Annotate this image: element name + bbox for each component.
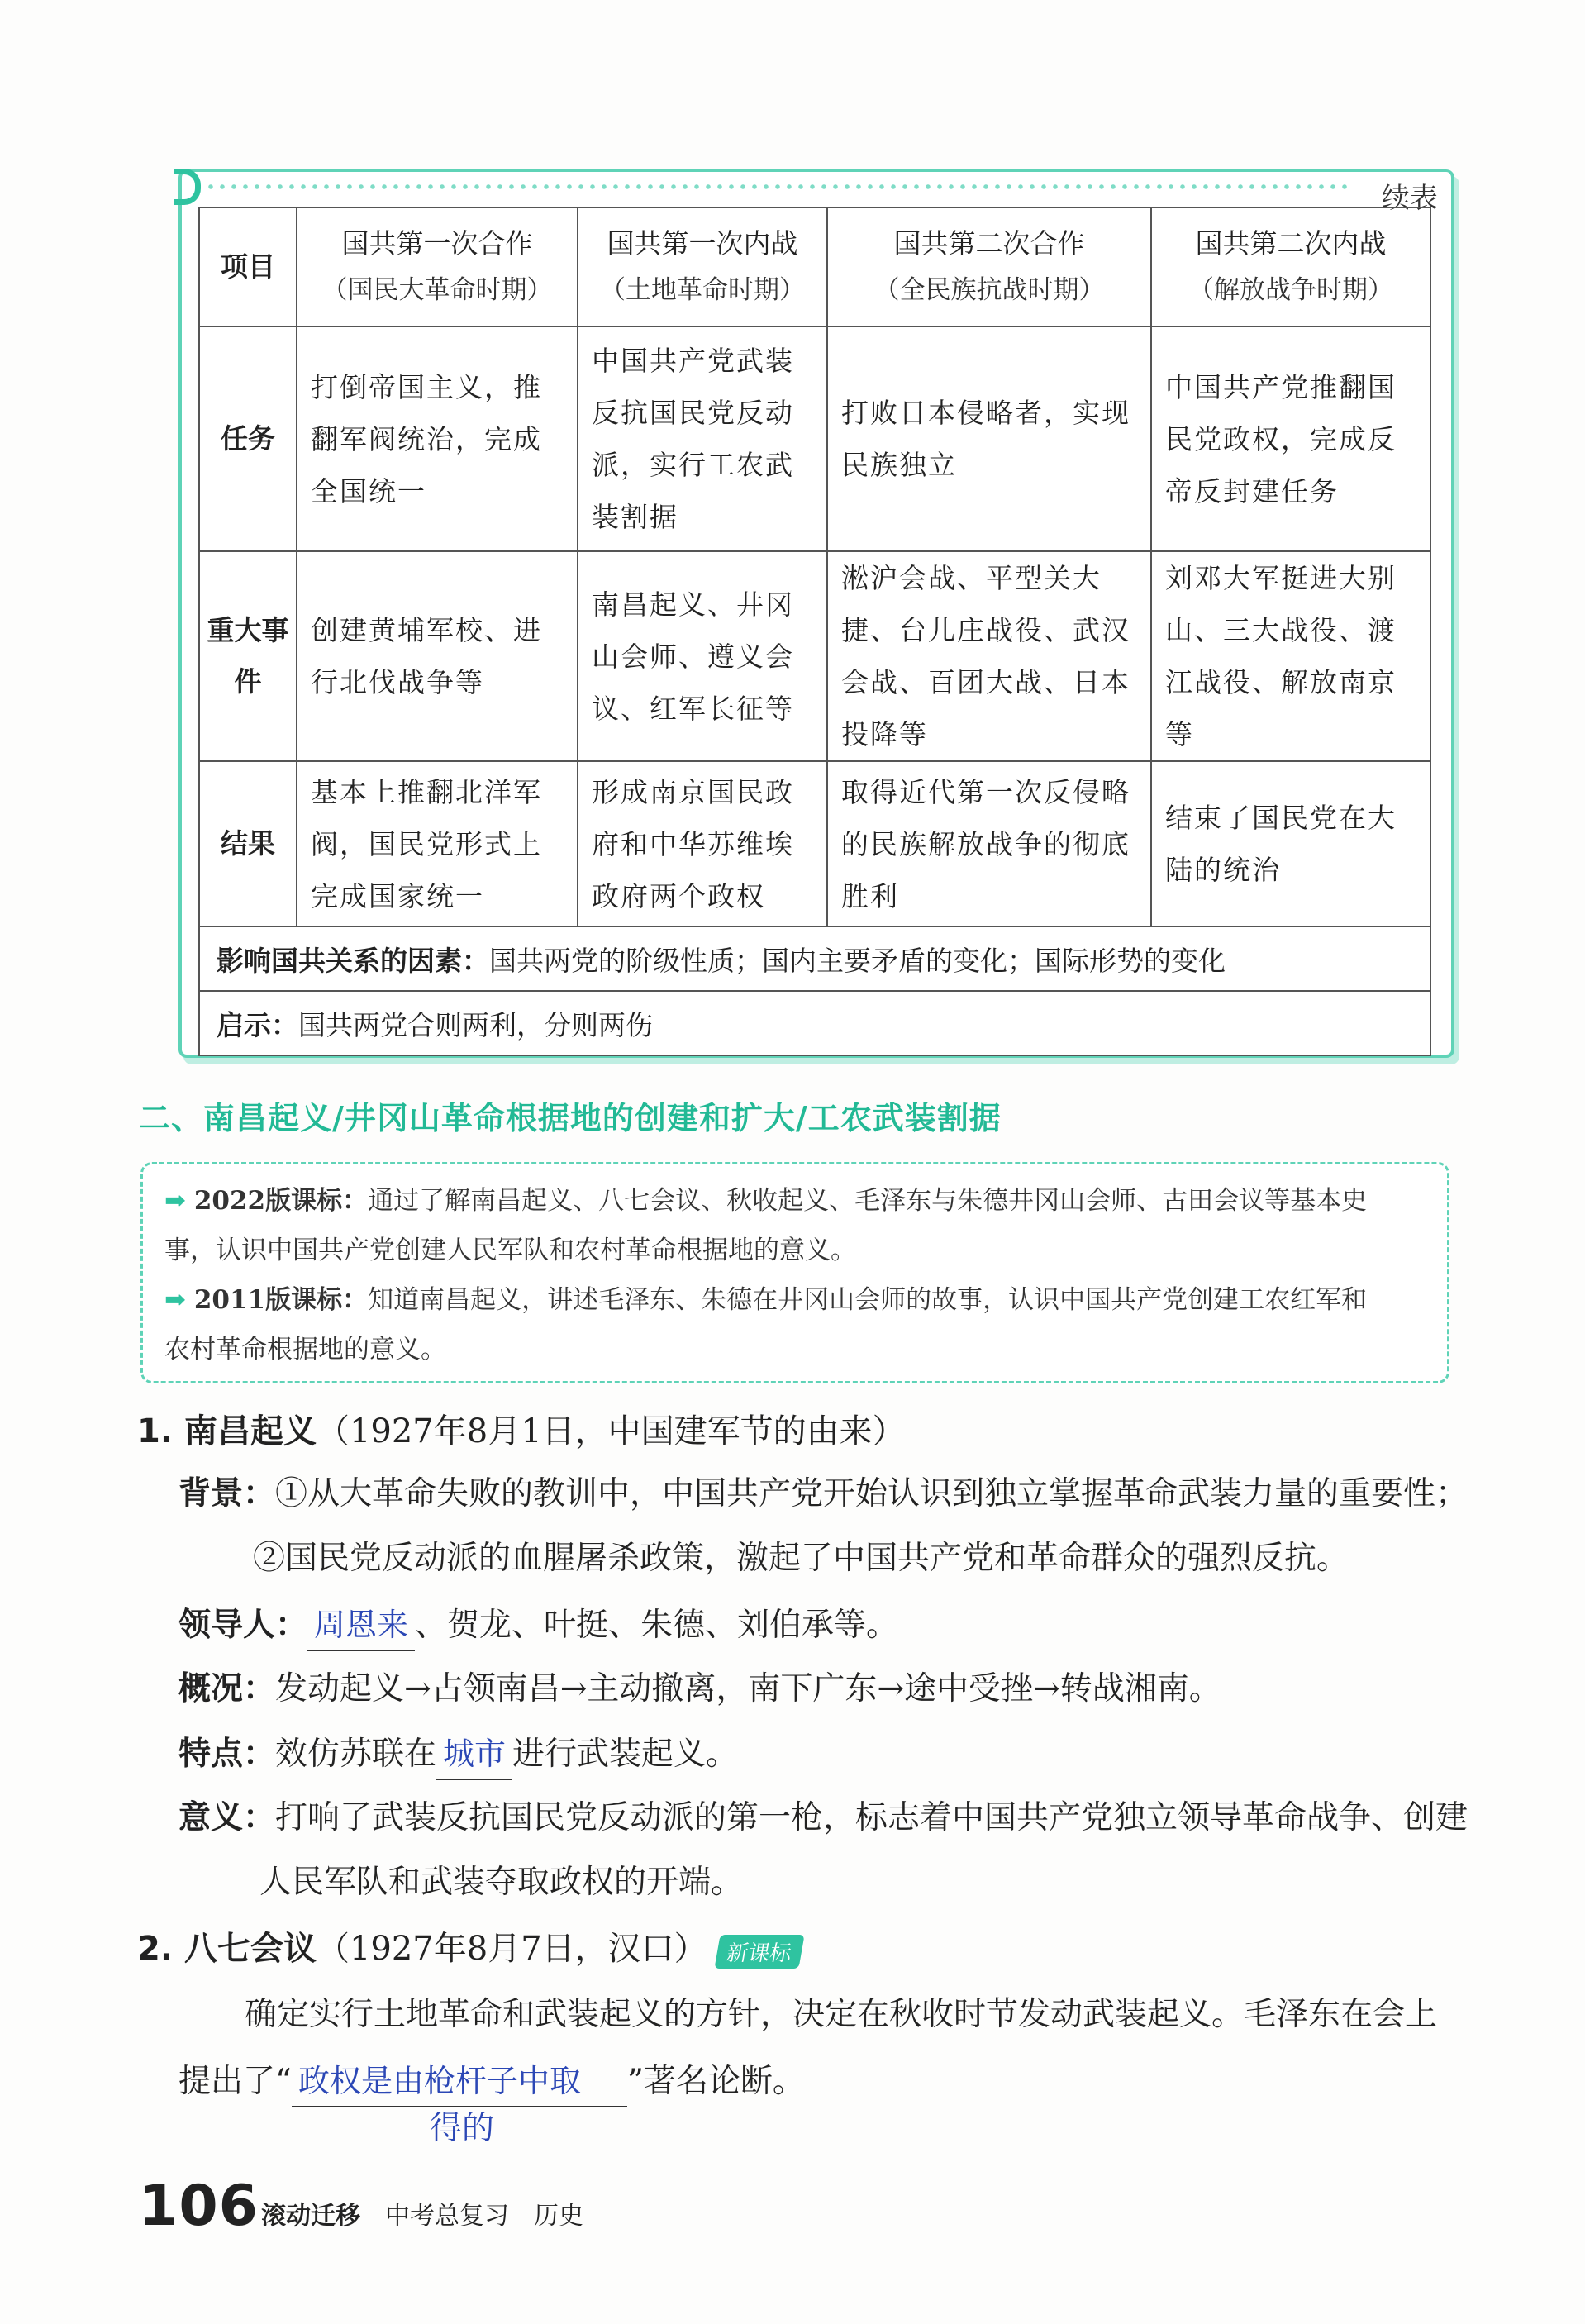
- leader-line: [178, 1600, 898, 1651]
- column-header: [1151, 207, 1430, 326]
- footer-brand: 滚动迁移: [261, 2202, 360, 2231]
- item-1-heading: [137, 1405, 906, 1452]
- row-header: 任务: [199, 326, 297, 551]
- table-cell: 取得近代第一次反侵略的民族解放战争的彻底胜利: [827, 761, 1151, 926]
- std-2011-label: 2011版课标：: [193, 1285, 369, 1315]
- std-2022-label: 2022版课标：: [193, 1186, 369, 1216]
- lesson-label: 启示：: [217, 1008, 298, 1041]
- row-header: 重大事件: [199, 551, 297, 761]
- feature-pre: 效仿苏联在: [275, 1736, 437, 1773]
- item-2-title: 2. 八七会议: [137, 1930, 317, 1968]
- corner-cell: 项目: [199, 207, 297, 326]
- overview-label: 概况：: [178, 1670, 276, 1707]
- continued-label: 续表: [1382, 182, 1438, 215]
- table-cell: 打倒帝国主义，推翻军阀统治，完成全国统一: [297, 326, 578, 551]
- column-subtitle: （土地革命时期）: [600, 275, 805, 305]
- feature-line: [178, 1729, 738, 1780]
- factors-row: [199, 926, 1430, 991]
- column-subtitle: （全民族抗战时期）: [873, 275, 1105, 305]
- column-title: 国共第一次合作: [341, 227, 533, 260]
- background-text-2: ②国民党反动派的血腥屠杀政策，激起了中国共产党和革命群众的强烈反抗。: [253, 1540, 1349, 1577]
- column-header: [297, 207, 578, 326]
- column-subtitle: （国民大革命时期）: [321, 275, 553, 305]
- leader-answer: 周恩来: [307, 1600, 415, 1651]
- column-header: [578, 207, 827, 326]
- overview-text: 发动起义→占领南昌→主动撤离，南下广东→途中受挫→转战湘南。: [275, 1670, 1221, 1707]
- feature-label: 特点：: [178, 1736, 276, 1773]
- item-2-heading: [137, 1922, 802, 1969]
- comparison-table: [198, 207, 1431, 1056]
- feature-post: 进行武装起义。: [512, 1736, 739, 1773]
- factors-text: 国共两党的阶级性质；国内主要矛盾的变化；国际形势的变化: [489, 944, 1226, 977]
- background-text-1: ①从大革命失败的教训中，中国共产党开始认识到独立掌握革命武装力量的重要性；: [275, 1475, 1468, 1512]
- table-row: [199, 326, 1430, 551]
- meaning-text-1: 打响了武装反抗国民党反动派的第一枪，标志着中国共产党独立领导革命战争、创建: [275, 1799, 1468, 1836]
- column-title: 国共第二次内战: [1195, 227, 1387, 260]
- factors-label: 影响国共关系的因素：: [217, 944, 489, 977]
- arrow-right-icon: ➡: [164, 1186, 186, 1216]
- table-cell: 南昌起义、井冈山会师、遵义会议、红军长征等: [578, 551, 827, 761]
- std-2022-text: 通过了解南昌起义、八七会议、秋收起义、毛泽东与朱德井冈山会师、古田会议等基本史: [368, 1186, 1368, 1216]
- meaning-line-1: [178, 1793, 1468, 1843]
- table-cell: 中国共产党推翻国民党政权，完成反帝反封建任务: [1151, 326, 1430, 551]
- item-2-note: （1927年8月7日，汉口）: [316, 1930, 707, 1968]
- slogan-answer-continued: 得的: [430, 2110, 495, 2147]
- leader-label: 领导人：: [178, 1607, 308, 1644]
- item-2-line-2: [178, 2056, 805, 2107]
- table-cell: 结束了国民党在大陆的统治: [1151, 761, 1430, 926]
- table-cell: 淞沪会战、平型关大捷、台儿庄战役、武汉会战、百团大战、日本投降等: [827, 551, 1151, 761]
- std-2022-line: [164, 1176, 1437, 1226]
- std-2011-line: [164, 1275, 1437, 1325]
- page-number: 106: [139, 2174, 259, 2239]
- table-row: [199, 551, 1430, 761]
- background-label: 背景：: [178, 1475, 276, 1512]
- arrow-right-icon: ➡: [164, 1285, 186, 1315]
- column-subtitle: （解放战争时期）: [1188, 275, 1393, 305]
- item-2-line-2-post: ”著名论断。: [626, 2063, 805, 2100]
- lesson-row: [199, 991, 1430, 1055]
- column-title: 国共第二次合作: [893, 227, 1085, 260]
- curriculum-standard-box: [140, 1162, 1449, 1383]
- lesson-cell: [199, 991, 1430, 1055]
- background-line-1: [178, 1469, 1468, 1519]
- meaning-label: 意义：: [178, 1799, 276, 1836]
- table-cell: 打败日本侵略者，实现民族独立: [827, 326, 1151, 551]
- slogan-answer: 政权是由枪杆子中取: [292, 2056, 627, 2107]
- std-2011-text: 知道南昌起义，讲述毛泽东、朱德在井冈山会师的故事，认识中国共产党创建工农红军和: [368, 1285, 1368, 1315]
- item-2-line-2-pre: 提出了“: [178, 2063, 292, 2100]
- table-row: [199, 761, 1430, 926]
- table-cell: 基本上推翻北洋军阀，国民党形式上完成国家统一: [297, 761, 578, 926]
- column-title: 国共第一次内战: [607, 227, 798, 260]
- item-1-note: （1927年8月1日，中国建军节的由来）: [316, 1412, 906, 1450]
- table-header-row: [199, 207, 1430, 326]
- table-cell: 创建黄埔军校、进行北伐战争等: [297, 551, 578, 761]
- lesson-text: 国共两党合则两利，分则两伤: [298, 1008, 653, 1041]
- new-standard-badge: 新课标: [715, 1935, 805, 1969]
- dotted-divider: [205, 183, 1354, 190]
- item-1-title: 1. 南昌起义: [137, 1412, 317, 1450]
- std-2022-line-2: 事，认识中国共产党创建人民军队和农村革命根据地的意义。: [164, 1236, 856, 1265]
- section-title: 二、南昌起义/井冈山革命根据地的创建和扩大/工农武装割据: [139, 1100, 1002, 1136]
- column-header: [827, 207, 1151, 326]
- feature-answer: 城市: [436, 1729, 512, 1780]
- table-cell: 形成南京国民政府和中华苏维埃政府两个政权: [578, 761, 827, 926]
- footer-subtitle: 中考总复习 历史: [385, 2202, 583, 2231]
- std-2011-line-2: 农村革命根据地的意义。: [164, 1335, 446, 1364]
- overview-line: [178, 1664, 1221, 1714]
- item-2-line-1: 确定实行土地革命和武装起义的方针，决定在秋收时节发动武装起义。毛泽东在会上: [245, 1996, 1438, 2033]
- factors-cell: [199, 926, 1430, 991]
- meaning-text-2: 人民军队和武装夺取政权的开端。: [259, 1864, 744, 1901]
- page-footer: [139, 2174, 583, 2239]
- table-cell: 刘邓大军挺进大别山、三大战役、渡江战役、解放南京等: [1151, 551, 1430, 761]
- table-cell: 中国共产党武装反抗国民党反动派，实行工农武装割据: [578, 326, 827, 551]
- row-header: 结果: [199, 761, 297, 926]
- leader-rest: 、贺龙、叶挺、朱德、刘伯承等。: [415, 1607, 899, 1644]
